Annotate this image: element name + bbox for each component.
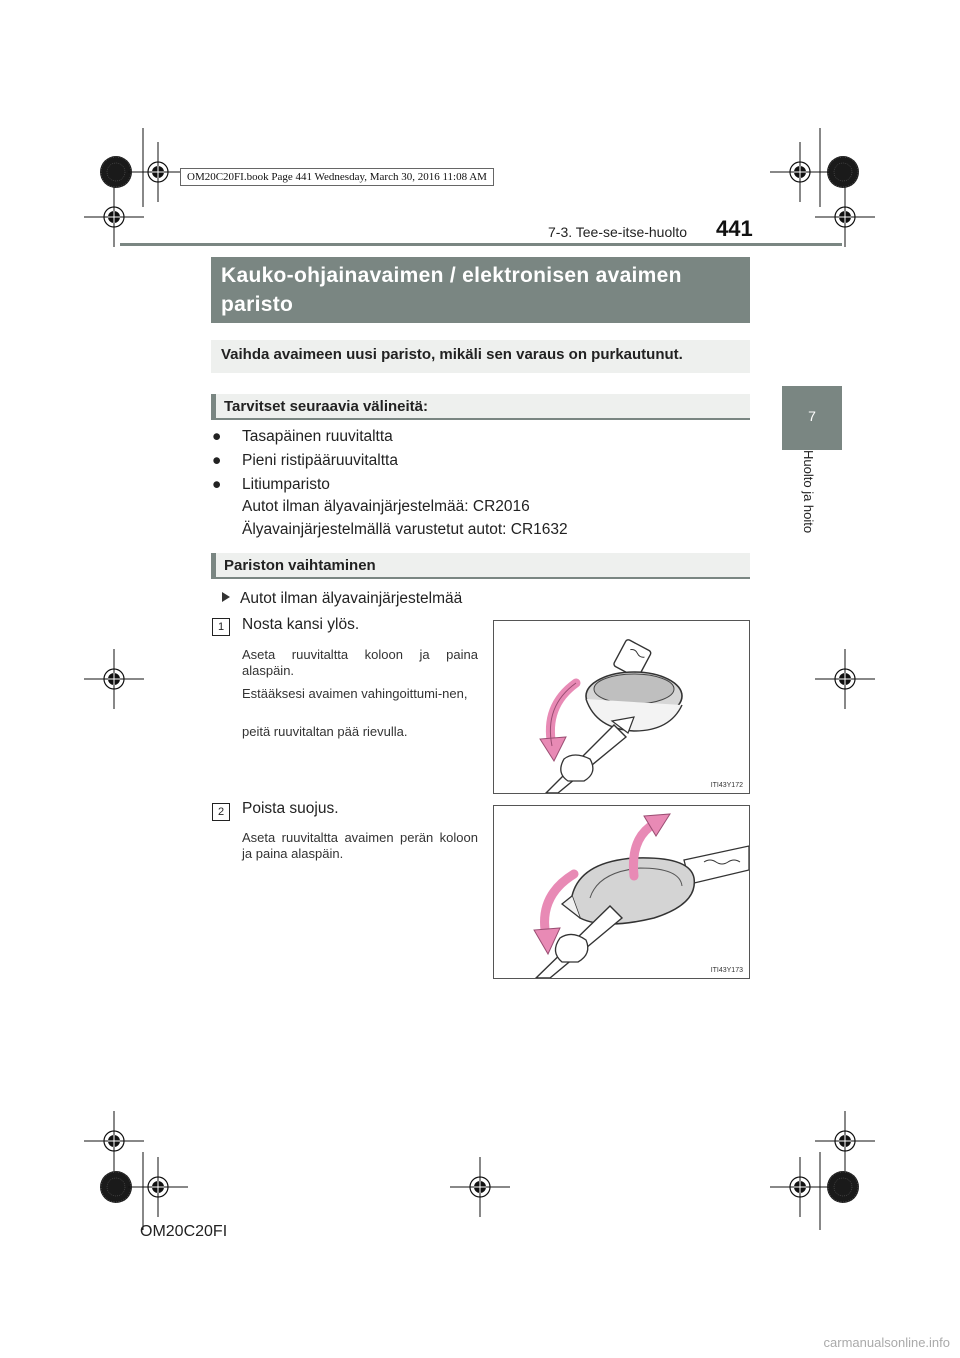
page-title: Kauko-ohjainavaimen / elektronisen avaimen paristo xyxy=(211,257,750,323)
chapter-tab xyxy=(782,386,842,450)
step-note: peitä ruuvitaltan pää rievulla. xyxy=(242,724,408,739)
step-note: Estääksesi avaimen vahingoittumi-nen, xyxy=(242,686,468,701)
figure-code: ITI43Y172 xyxy=(710,782,743,789)
step-note: Aseta ruuvitaltta avaimen perän koloon ja paina alaspäin. xyxy=(242,830,478,861)
print-info: OM20C20FI.book Page 441 Wednesday, March 30, 2016 11:08 AM xyxy=(180,168,494,186)
triangle-arrow-icon xyxy=(222,592,230,602)
key-case-illustration xyxy=(494,806,749,978)
bullet-icon: ● xyxy=(212,476,222,493)
tool-item: Litiumparisto xyxy=(242,476,330,493)
header-rule xyxy=(120,243,842,246)
tool-item: Tasapäinen ruuvitaltta xyxy=(242,428,393,445)
watermark: carmanualsonline.info xyxy=(823,1335,950,1350)
manual-code: OM20C20FI xyxy=(140,1223,228,1240)
intro-text: Vaihda avaimeen uusi paristo, mikäli sen varaus on purkautunut. xyxy=(211,340,750,373)
variant-line xyxy=(222,590,462,608)
figure-code: ITI43Y173 xyxy=(710,967,743,974)
tool-item: Pieni ristipääruuvitaltta xyxy=(242,452,398,469)
step-note: Aseta ruuvitaltta koloon ja paina alaspäin. xyxy=(242,647,478,678)
step-instruction: Nosta kansi ylös. xyxy=(242,616,360,633)
chapter-number: 7 xyxy=(808,408,816,424)
step-number: 1 xyxy=(212,618,230,636)
step-number: 2 xyxy=(212,803,230,821)
bullet-icon: ● xyxy=(212,452,222,469)
step-instruction: Poista suojus. xyxy=(242,800,339,817)
figure-open-cover xyxy=(493,620,750,794)
chapter-label: Huolto ja hoito xyxy=(801,450,816,534)
figure-remove-cover xyxy=(493,805,750,979)
bullet-icon: ● xyxy=(212,428,222,445)
section-reference: 7-3. Tee-se-itse-huolto xyxy=(548,224,688,240)
key-cover-illustration xyxy=(494,621,749,793)
replacement-heading: Pariston vaihtaminen xyxy=(211,553,750,579)
variant-text: Autot ilman älyavainjärjestelmää xyxy=(240,590,463,607)
tools-heading: Tarvitset seuraavia välineitä: xyxy=(211,394,750,420)
battery-type-line: Autot ilman älyavainjärjestelmää: CR2016 xyxy=(242,498,530,515)
battery-type-line: Älyavainjärjestelmällä varustetut autot: CR1632 xyxy=(242,521,568,538)
page-number: 441 xyxy=(716,216,753,241)
